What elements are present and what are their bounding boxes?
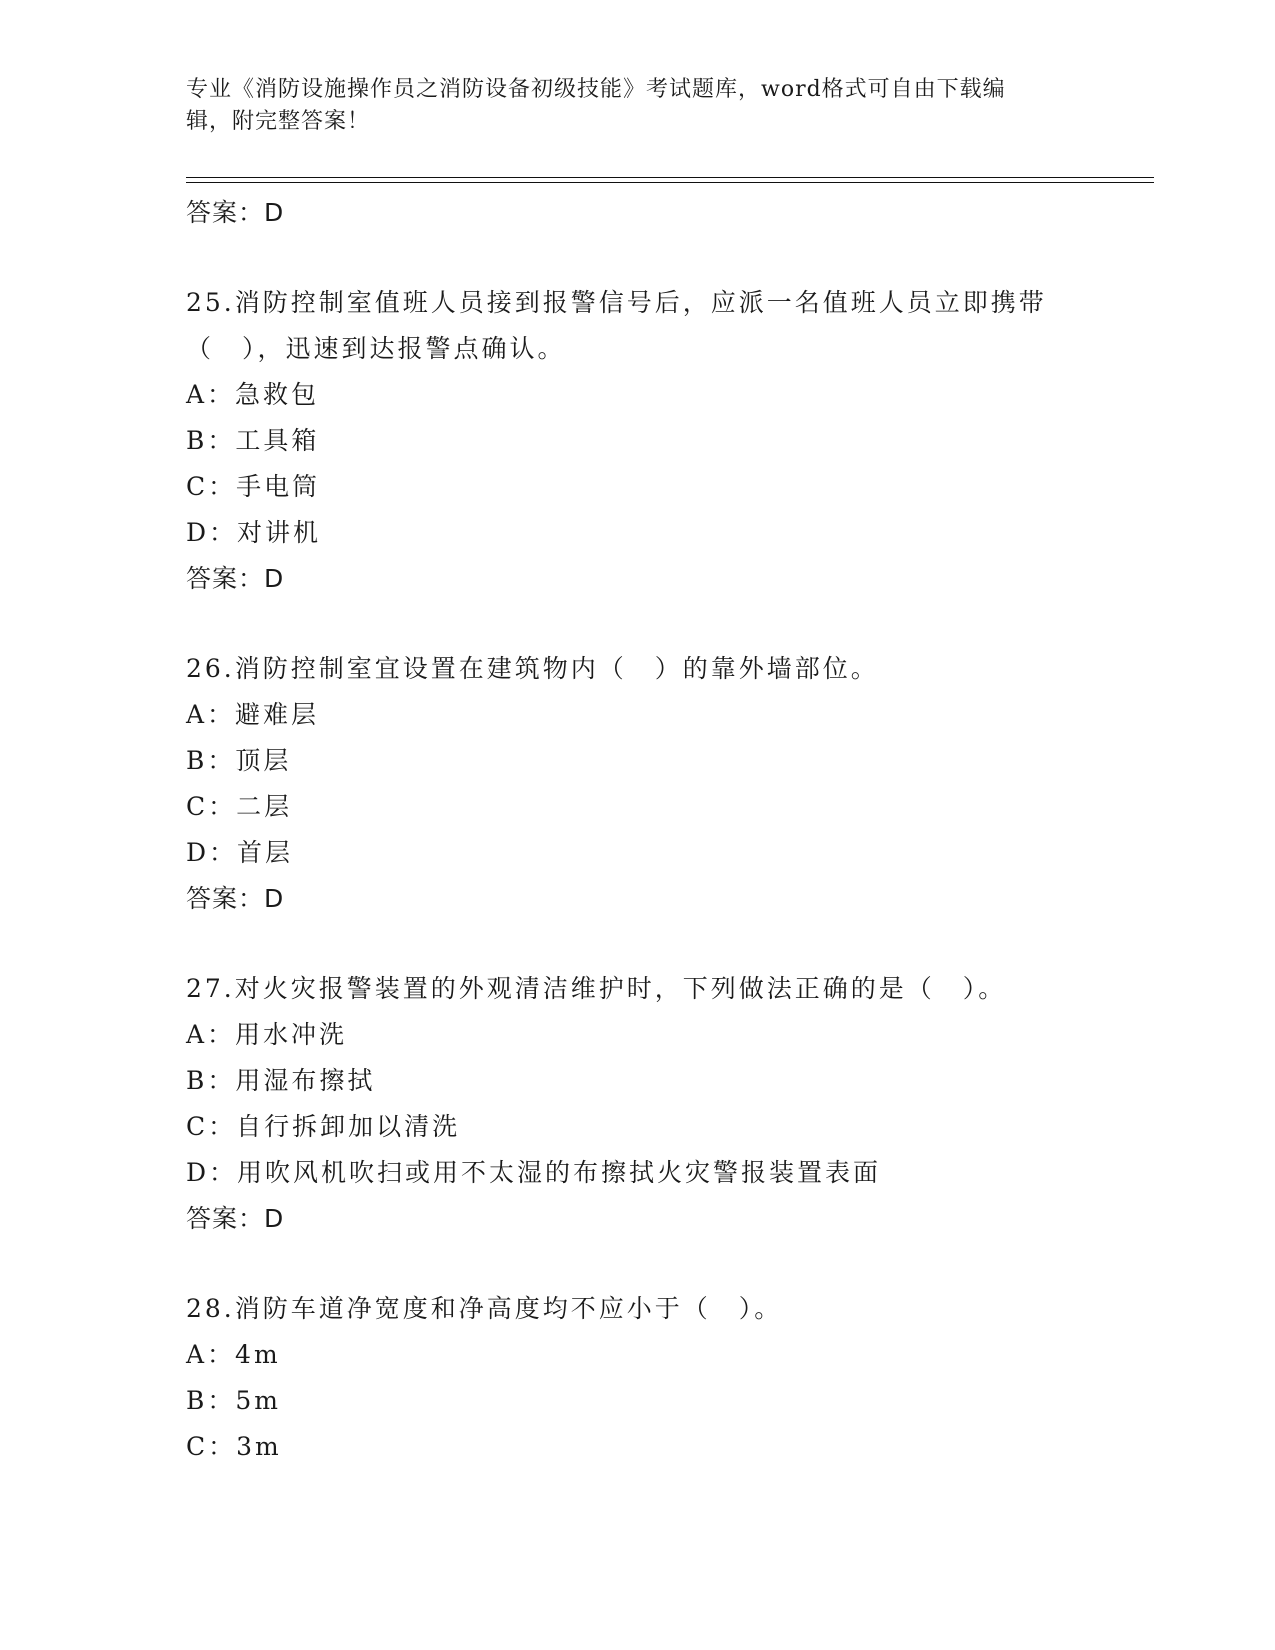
question-26-option-a: A：避难层	[186, 700, 320, 729]
header-rule-bottom	[186, 182, 1154, 183]
previous-answer: 答案：D	[186, 198, 285, 227]
question-25-option-a: A：急救包	[186, 380, 320, 409]
question-25-option-d: D：对讲机	[186, 518, 322, 547]
question-block-26	[186, 646, 1154, 922]
question-28-option-b: B：5m	[186, 1386, 281, 1415]
question-25-text: 25.消防控制室值班人员接到报警信号后，应派一名值班人员立即携带（ ），迅速到达报警点确认。	[186, 288, 1047, 363]
question-25-answer: 答案：D	[186, 564, 285, 593]
question-27-text: 27.对火灾报警装置的外观清洁维护时，下列做法正确的是（ ）。	[186, 974, 1007, 1003]
question-26-text: 26.消防控制室宜设置在建筑物内（ ）的靠外墙部位。	[186, 654, 879, 683]
question-26-option-c: C：二层	[186, 792, 293, 821]
document-header	[186, 74, 1066, 138]
question-block-27	[186, 966, 1154, 1242]
question-27-option-d: D：用吹风机吹扫或用不太湿的布擦拭火灾警报装置表面	[186, 1158, 882, 1187]
question-28-text: 28.消防车道净宽度和净高度均不应小于（ ）。	[186, 1294, 783, 1323]
question-28-option-a: A：4m	[186, 1340, 281, 1369]
question-block-28	[186, 1286, 1154, 1470]
question-27-option-c: C：自行拆卸加以清洗	[186, 1112, 461, 1141]
header-rule-top	[186, 177, 1154, 178]
question-27-option-b: B：用湿布擦拭	[186, 1066, 376, 1095]
question-block-25	[186, 280, 1154, 602]
question-25-option-b: B：工具箱	[186, 426, 320, 455]
question-25-option-c: C：手电筒	[186, 472, 321, 501]
question-27-answer: 答案：D	[186, 1204, 285, 1233]
question-26-answer: 答案：D	[186, 884, 285, 913]
header-line-2: 辑，附完整答案！	[186, 109, 371, 134]
question-28-option-c: C：3m	[186, 1432, 282, 1461]
question-26-option-b: B：顶层	[186, 746, 292, 775]
question-27-option-a: A：用水冲洗	[186, 1020, 348, 1049]
question-26-option-d: D：首层	[186, 838, 294, 867]
question-list	[186, 190, 1154, 1470]
header-line-1: 专业《消防设施操作员之消防设备初级技能》考试题库，word格式可自由下载编	[186, 77, 1006, 102]
